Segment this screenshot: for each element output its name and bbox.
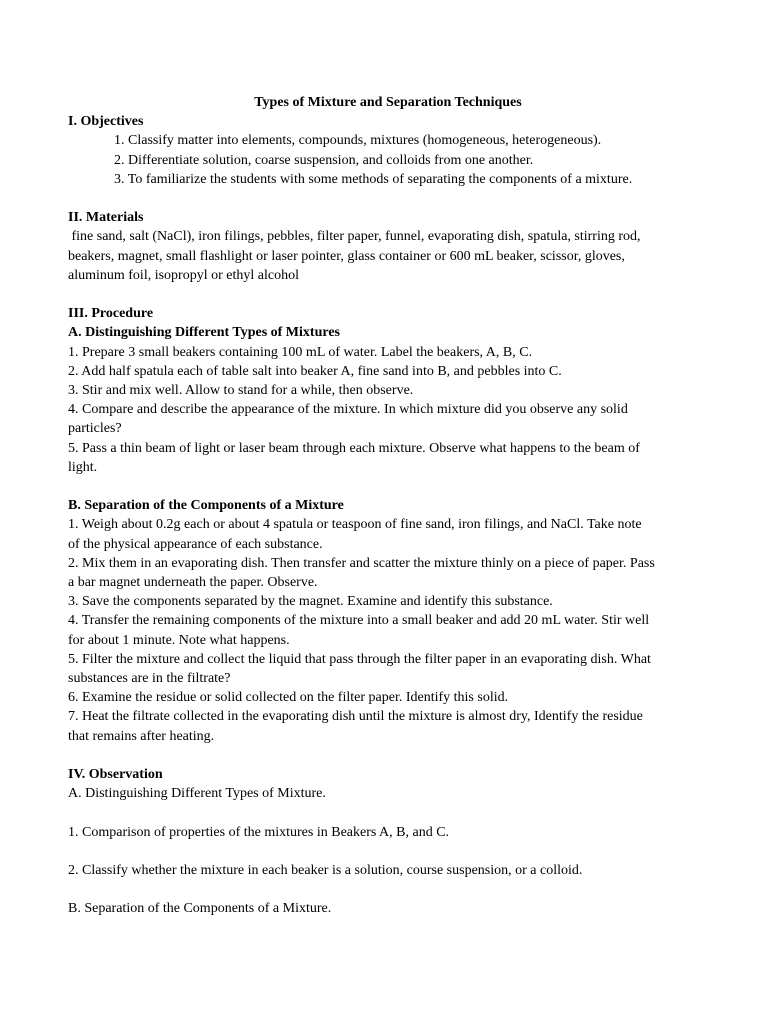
materials-line: fine sand, salt (NaCl), iron filings, pebbles, filter paper, funnel, evaporating dish, spatula, stirring rod, [68,229,641,245]
procedure-b-line: for about 1 minute. Note what happens. [68,632,290,648]
objective-item: 1. Classify matter into elements, compounds, mixtures (homogeneous, heterogeneous). [114,133,602,149]
procedure-a-line: light. [68,459,98,475]
objective-item: 3. To familiarize the students with some methods of separating the components of a mixture. [114,171,633,187]
spacer [68,285,708,304]
materials-heading: II. Materials [68,210,144,226]
materials-line: beakers, magnet, small flashlight or laser pointer, glass container or 600 mL beaker, scissor, gloves, [68,248,625,264]
procedure-a-line: particles? [68,421,122,437]
procedure-part-b-heading: B. Separation of the Components of a Mixture [68,498,344,514]
materials-line: aluminum foil, isopropyl or ethyl alcohol [68,267,299,283]
procedure-b-line: 7. Heat the filtrate collected in the evaporating dish until the mixture is almost dry, Identify the residue [68,709,643,725]
document-title: Types of Mixture and Separation Techniques [254,95,522,110]
spacer [68,746,708,765]
spacer [68,803,708,822]
procedure-heading: III. Procedure [68,306,154,322]
objectives-heading: I. Objectives [68,114,144,130]
observation-part-a-label: A. Distinguishing Different Types of Mixture. [68,786,326,802]
procedure-b-line: 6. Examine the residue or solid collected on the filter paper. Identify this solid. [68,690,509,706]
spacer [68,842,708,861]
procedure-b-line: 1. Weigh about 0.2g each or about 4 spatula or teaspoon of fine sand, iron filings, and NaCl. Take note [68,517,642,533]
procedure-a-line: 4. Compare and describe the appearance of the mixture. In which mixture did you observe any solid [68,402,628,418]
procedure-b-line: that remains after heating. [68,728,215,744]
procedure-a-line: 2. Add half spatula each of table salt into beaker A, fine sand into B, and pebbles into C. [68,363,562,379]
document-page [68,93,708,919]
procedure-part-a-heading: A. Distinguishing Different Types of Mixtures [68,325,340,341]
procedure-b-line: substances are in the filtrate? [68,671,231,687]
procedure-b-line: a bar magnet underneath the paper. Observe. [68,575,318,591]
observation-heading: IV. Observation [68,767,163,783]
procedure-b-line: of the physical appearance of each substance. [68,536,323,552]
spacer [68,880,708,899]
observation-item-1: 1. Comparison of properties of the mixtures in Beakers A, B, and C. [68,824,450,840]
procedure-b-line: 4. Transfer the remaining components of the mixture into a small beaker and add 20 mL water. Stir well [68,613,650,629]
procedure-b-line: 3. Save the components separated by the magnet. Examine and identify this substance. [68,594,553,610]
observation-item-2: 2. Classify whether the mixture in each beaker is a solution, course suspension, or a colloid. [68,863,583,879]
procedure-a-line: 5. Pass a thin beam of light or laser beam through each mixture. Observe what happens to the beam of [68,440,640,456]
procedure-b-line: 2. Mix them in an evaporating dish. Then transfer and scatter the mixture thinly on a piece of paper. Pass [68,555,655,571]
procedure-b-line: 5. Filter the mixture and collect the liquid that pass through the filter paper in an evaporating dish. What [68,651,651,667]
spacer [68,477,708,496]
spacer [68,189,708,208]
procedure-a-line: 3. Stir and mix well. Allow to stand for a while, then observe. [68,383,414,399]
observation-part-b-label: B. Separation of the Components of a Mixture. [68,901,332,917]
procedure-a-line: 1. Prepare 3 small beakers containing 100 mL of water. Label the beakers, A, B, C. [68,344,533,360]
objective-item: 2. Differentiate solution, coarse suspension, and colloids from one another. [114,152,534,168]
